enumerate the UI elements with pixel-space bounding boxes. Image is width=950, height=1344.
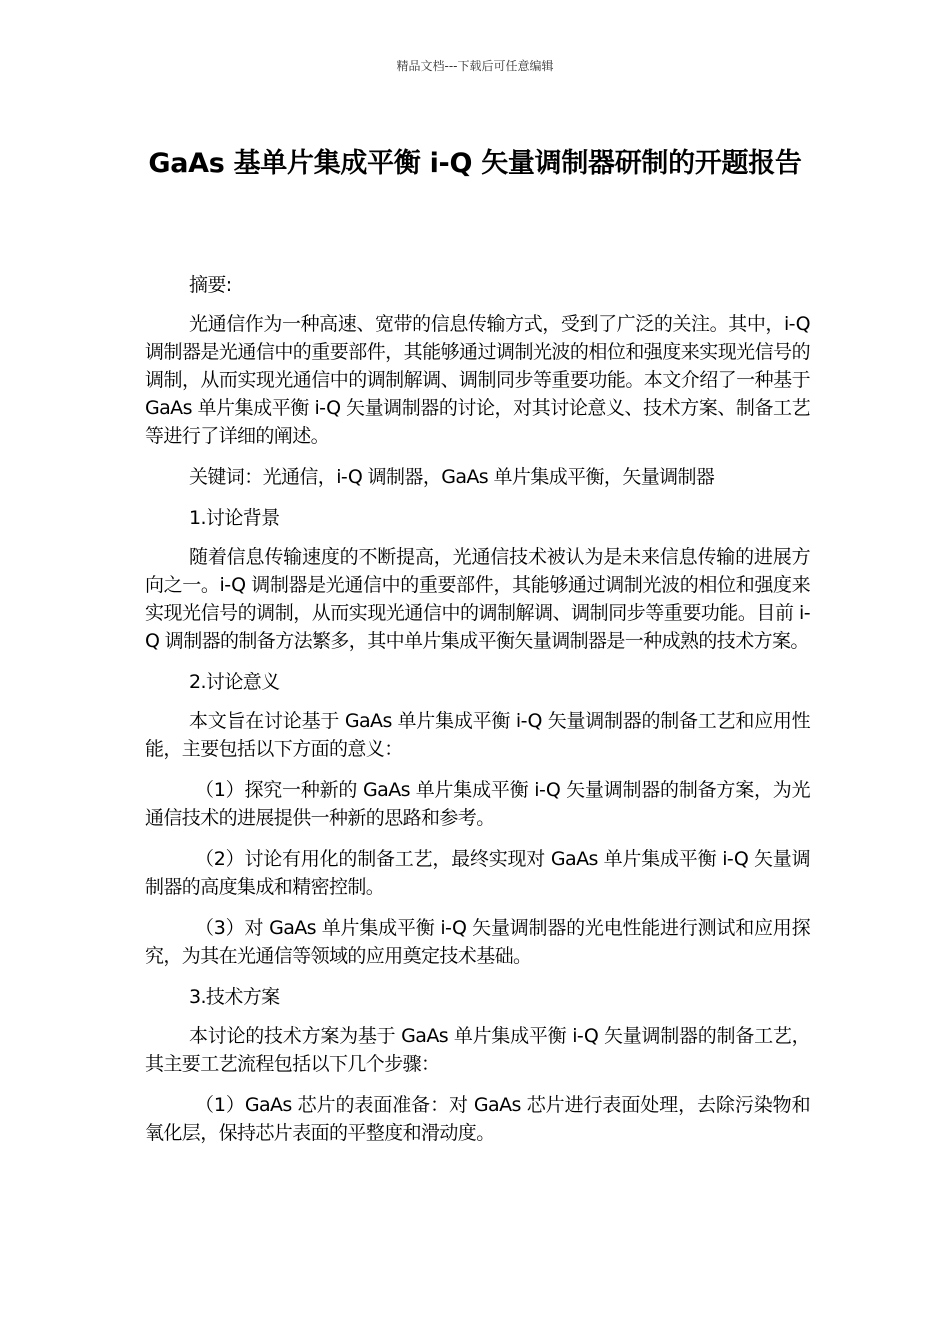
significance-intro: 本文旨在讨论基于 GaAs 单片集成平衡 i-Q 矢量调制器的制备工艺和应用性能，主要包括以下方面的意义： [145,710,810,760]
significance-item: （2）讨论有用化的制备工艺，最终实现对 GaAs 单片集成平衡 i-Q 矢量调制器的高度集成和精密控制。 [145,848,810,898]
background-text: 随着信息传输速度的不断提高，光通信技术被认为是未来信息传输的进展方向之一。i-Q 调制器是光通信中的重要部件，其能够通过调制光波的相位和强度来实现光信号的调制，从而实现光通信中的调制解调、调制同步等重要功能。目前 i-Q 调制器的制备方法繁多，其中单片集成平衡矢量调制器是一种成熟的技术方案。 [145,546,810,652]
document-body [145,271,810,1160]
significance-item: （3）对 GaAs 单片集成平衡 i-Q 矢量调制器的光电性能进行测试和应用探究，为其在光通信等领域的应用奠定技术基础。 [145,917,810,967]
significance-item: （1）探究一种新的 GaAs 单片集成平衡 i-Q 矢量调制器的制备方案，为光通信技术的进展提供一种新的思路和参考。 [145,779,810,829]
section-heading-background: 1.讨论背景 [189,507,280,529]
keywords: 关键词：光通信，i-Q 调制器，GaAs 单片集成平衡，矢量调制器 [189,466,715,488]
abstract-text: 光通信作为一种高速、宽带的信息传输方式，受到了广泛的关注。其中，i-Q 调制器是光通信中的重要部件，其能够通过调制光波的相位和强度来实现光信号的调制，从而实现光通信中的调制解调、调制同步等重要功能。本文介绍了一种基于 GaAs 单片集成平衡 i-Q 矢量调制器的讨论，对其讨论意义、技术方案、制备工艺等进行了详细的阐述。 [145,313,810,447]
abstract-label: 摘要: [189,274,232,296]
technical-intro: 本讨论的技术方案为基于 GaAs 单片集成平衡 i-Q 矢量调制器的制备工艺，其主要工艺流程包括以下几个步骤： [145,1025,810,1075]
technical-step: （1）GaAs 芯片的表面准备：对 GaAs 芯片进行表面处理，去除污染物和氧化层，保持芯片表面的平整度和滑动度。 [145,1094,810,1144]
section-heading-technical: 3.技术方案 [189,986,280,1008]
header-note: 精品文档---下载后可任意编辑 [396,59,554,73]
document-title: GaAs 基单片集成平衡 i-Q 矢量调制器研制的开题报告 [148,148,802,179]
section-heading-significance: 2.讨论意义 [189,671,280,693]
